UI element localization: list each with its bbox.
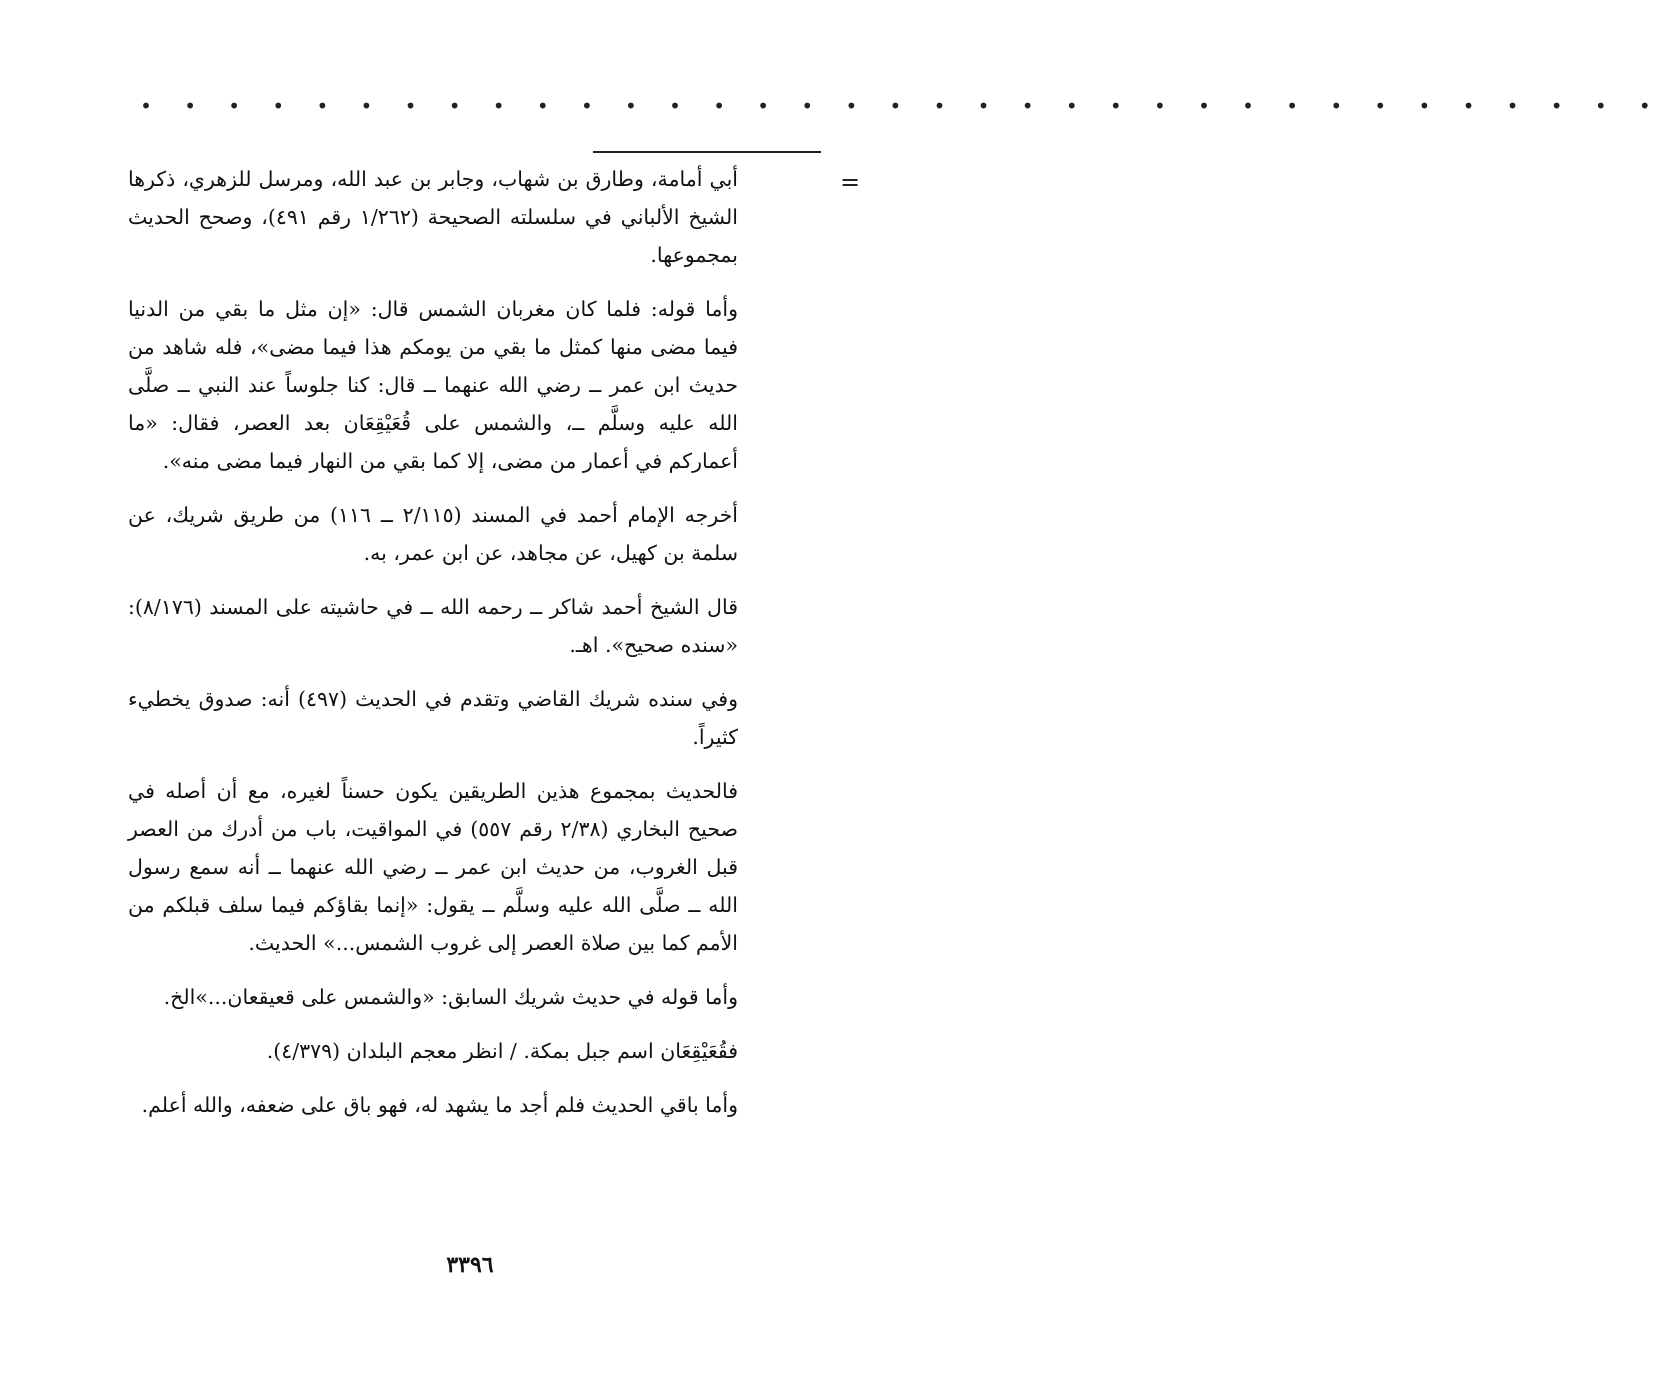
page-number: ٣٣٩٦ xyxy=(446,1252,494,1278)
paragraph: وأما باقي الحديث فلم أجد ما يشهد له، فهو باق على ضعفه، والله أعلم. xyxy=(141,1093,738,1117)
separator-dots: • • • • • • • • • • • • • • • • • • • • • • • • • • • • • • • • • • • xyxy=(140,94,1661,118)
continuation-mark: = xyxy=(840,168,861,196)
footnote-rule xyxy=(593,151,821,153)
paragraph: فالحديث بمجموع هذين الطريقين يكون حسناً لغيره، مع أن أصله في صحيح البخاري (٢/٣٨ رقم ٥٥٧) في المواقيت، باب من أدرك من العصر قبل الغروب، من حديث ابن عمر ــ رضي الله عنهما ــ أنه سمع رسول الله ــ صلَّى الله عليه وسلَّم ــ يقول: «إنما بقاؤكم فيما سلف قبلكم من الأمم كما بين صلاة العصر إلى غروب الشمس...» الحديث. xyxy=(128,779,738,955)
paragraph: وفي سنده شريك القاضي وتقدم في الحديث (٤٩٧) أنه: صدوق يخطيء كثيراً. xyxy=(128,687,738,749)
paragraph: قال الشيخ أحمد شاكر ــ رحمه الله ــ في حاشيته على المسند (٨/١٧٦): «سنده صحيح». اهـ. xyxy=(128,595,738,657)
paragraph: أخرجه الإمام أحمد في المسند (٢/١١٥ ــ ١١٦) من طريق شريك، عن سلمة بن كهيل، عن مجاهد، عن ابن عمر، به. xyxy=(128,503,738,565)
paragraph: أبي أمامة، وطارق بن شهاب، وجابر بن عبد الله، ومرسل للزهري، ذكرها الشيخ الألباني في سلسلته الصحيحة (١/٢٦٢ رقم ٤٩١)، وصحح الحديث بمجموعها. xyxy=(128,167,738,267)
paragraph: وأما قوله: فلما كان مغربان الشمس قال: «إن مثل ما بقي من الدنيا فيما مضى منها كمثل ما بقي من يومكم هذا فيما مضى»، فله شاهد من حديث ابن عمر ــ رضي الله عنهما ــ قال: كنا جلوساً عند النبي ــ صلَّى الله عليه وسلَّم ــ، والشمس على قُعَيْقِعَان بعد العصر، فقال: «ما أعماركم في أعمار من مضى، إلا كما بقي من النهار فيما مضى منه». xyxy=(128,297,738,473)
paragraph: فقُعَيْقِعَان اسم جبل بمكة. / انظر معجم البلدان (٤/٣٧٩). xyxy=(266,1039,738,1063)
paragraph: وأما قوله في حديث شريك السابق: «والشمس على قعيقعان...»الخ. xyxy=(163,985,738,1009)
footnote-body xyxy=(128,160,738,1140)
